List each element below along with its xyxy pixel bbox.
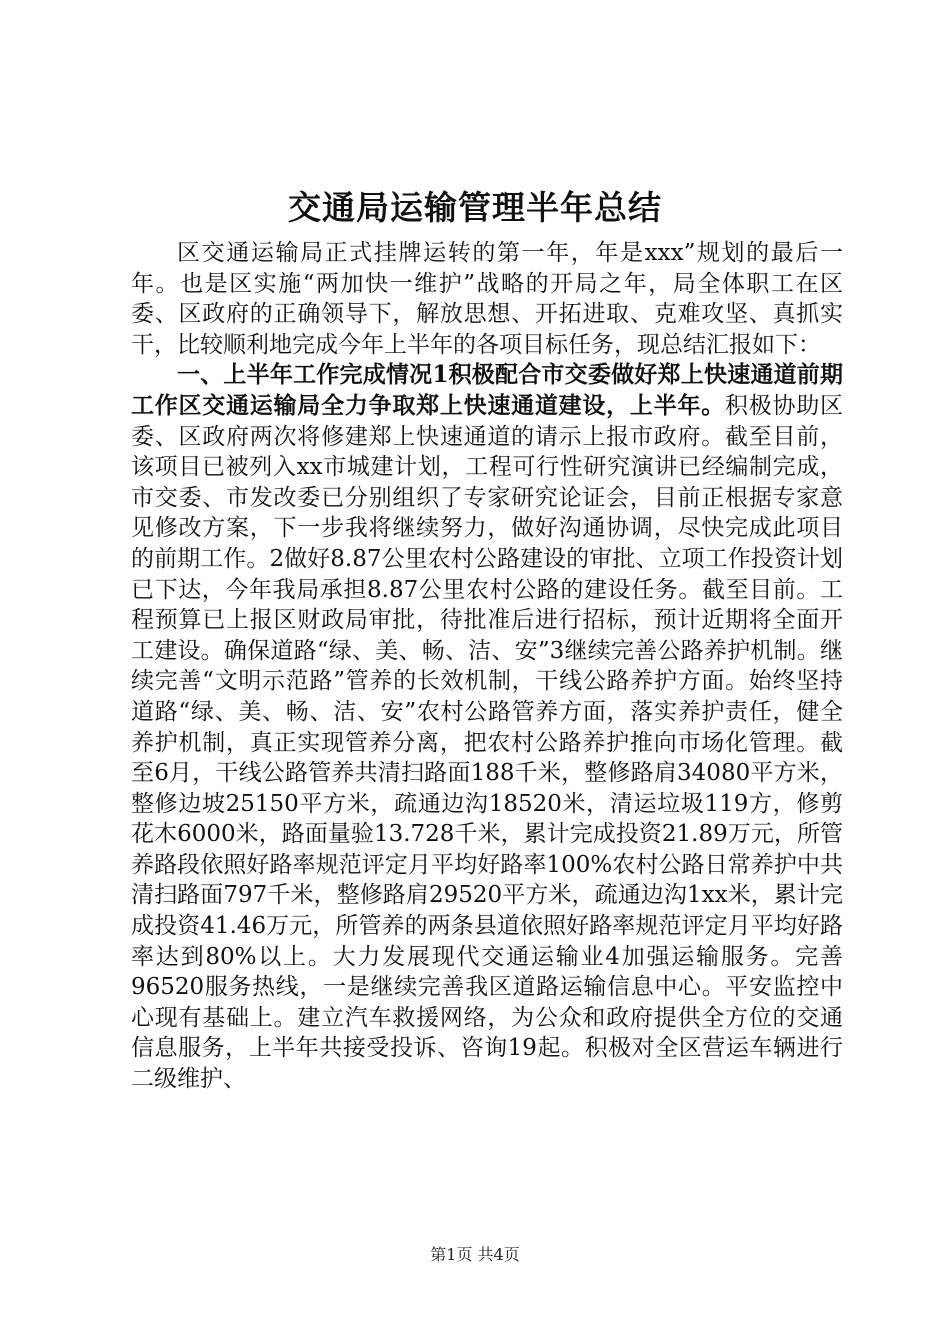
section-body-text: 积极协助区委、区政府两次将修建郑上快速通道的请示上报市政府。截至目前，该项目已被列入xx市城建计划，工程可行性研究演讲已经编制完成，市交委、市发改委已分别组织了专家研究论证会，目前正根据专家意见修改方案，下一步我将继续努力，做好沟通协调，尽快完成此项目的前期工作。2做好8.87公里农村公路建设的审批、立项工作投资计划已下达，今年我局承担8.87公里农村公路的建设任务。截至目前。工程预算已上报区财政局审批，待批准后进行招标，预计近期将全面开工建设。确保道路“绿、美、畅、洁、安”3继续完善公路养护机制。继续完善“文明示范路”管养的长效机制，干线公路养护方面。始终坚持道路“绿、美、畅、洁、安”农村公路管养方面，落实养护责任，健全养护机制，真正实现管养分离，把农村公路养护推向市场化管理。截至6月，干线公路管养共清扫路面188千米，整修路肩34080平方米，整修边坡25150平方米，疏通边沟18520米，清运垃圾119方，修剪花木6000米，路面量验13.728千米，累计完成投资21.89万元，所管养路段依照好路率规范评定月平均好路率100%农村公路日常养护中共清扫路面797千米，整修路肩29520平方米，疏通边沟1xx米，累计完成投资41.46万元，所管养的两条县道依照好路率规范评定月平均好路率达到80%以上。大力发展现代交通运输业4加强运输服务。完善96520服务热线，一是继续完善我区道路运输信息中心。平安监控中心现有基础上。建立汽车救援网络，为公众和政府提供全方位的交通信息服务，上半年共接受投诉、咨询19起。积极对全区营运车辆进行二级维护、 <box>131 392 844 1093</box>
work-summary-paragraph <box>131 360 843 1094</box>
section-heading: 一、上半年工作完成情况1积极配合市交委做好郑上快速通道前期工作区交通运输局全力争取郑上快速通道建设，上半年。 <box>131 361 843 419</box>
document-title: 交通局运输管理半年总结 <box>288 188 662 227</box>
document-body <box>131 238 843 1095</box>
intro-paragraph: 区交通运输局正式挂牌运转的第一年，年是xxx”规划的最后一年。也是区实施“两加快一维护”战略的开局之年，局全体职工在区委、区政府的正确领导下，解放思想、开拓进取、克难攻坚、真抓实干，比较顺利地完成今年上半年的各项目标任务，现总结汇报如下： <box>131 240 843 358</box>
page-number-footer: 第1页 共4页 <box>430 1245 520 1264</box>
